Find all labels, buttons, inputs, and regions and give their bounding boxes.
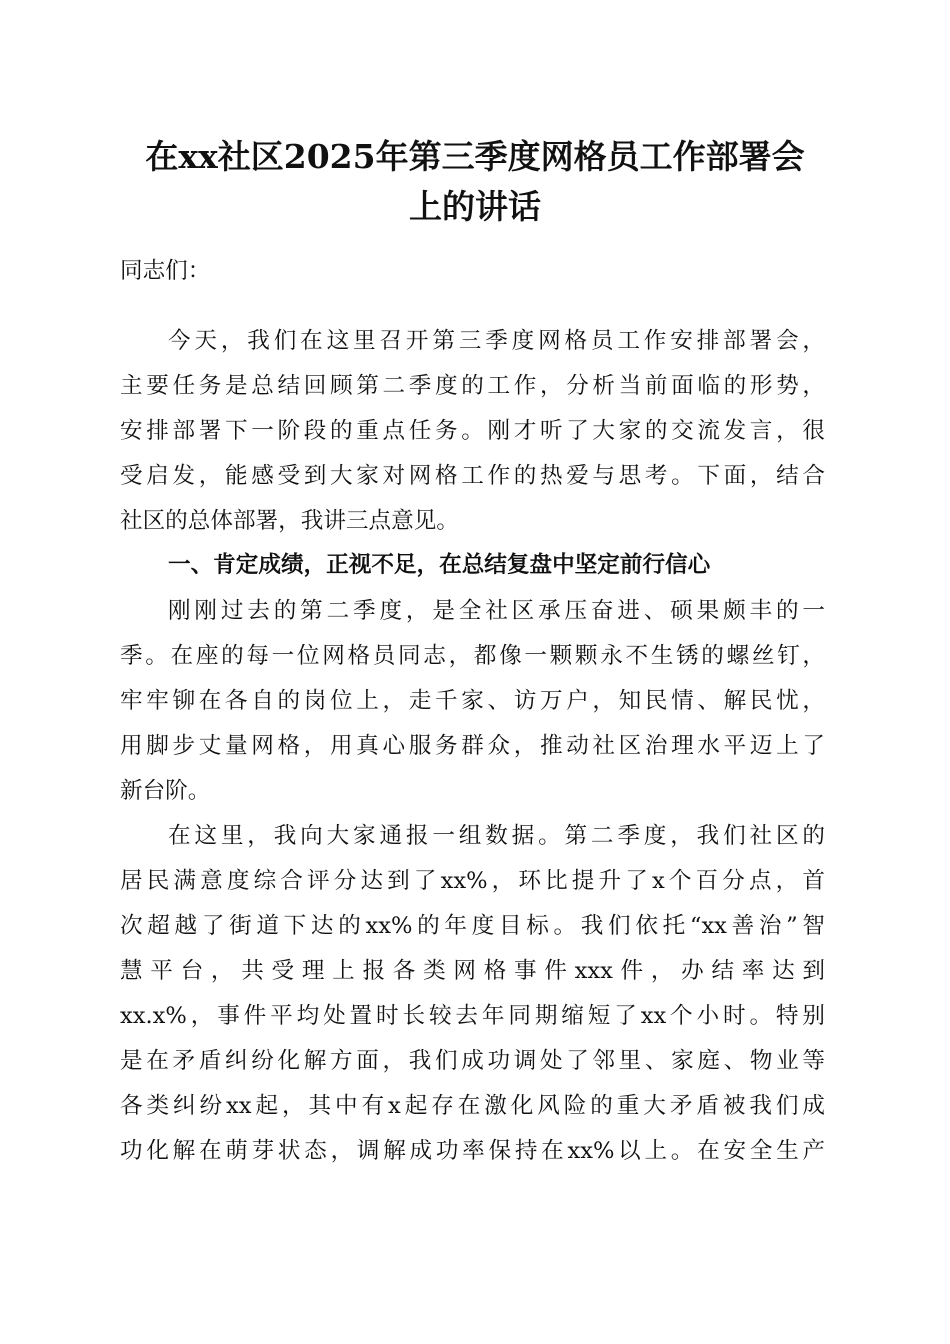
title-line-1: 在xx社区2025年第三季度网格员工作部署会 <box>145 137 805 176</box>
paragraph-line: 牢牢铆在各自的岗位上，走千家、访万户，知民情、解民忧， <box>120 688 825 714</box>
paragraph-line: 刚刚过去的第二季度，是全社区承压奋进、硕果颇丰的一 <box>168 598 825 624</box>
paragraph-line: 次超越了街道下达的xx%的年度目标。我们依托“xx善治”智 <box>120 913 825 939</box>
paragraph-line: 是在矛盾纠纷化解方面，我们成功调处了邻里、家庭、物业等 <box>120 1048 825 1074</box>
paragraph-line: 主要任务是总结回顾第二季度的工作，分析当前面临的形势， <box>120 373 825 399</box>
paragraph-line: 居民满意度综合评分达到了xx%，环比提升了x个百分点，首 <box>120 868 825 894</box>
paragraph-line: 用脚步丈量网格，用真心服务群众，推动社区治理水平迈上了 <box>120 733 825 759</box>
paragraph-line: xx.x%，事件平均处置时长较去年同期缩短了xx个小时。特别 <box>120 1003 825 1029</box>
title-line-2: 上的讲话 <box>409 187 541 226</box>
paragraph-line: 季。在座的每一位网格员同志，都像一颗颗永不生锈的螺丝钉， <box>120 643 825 669</box>
salutation: 同志们： <box>120 258 211 284</box>
section-heading: 一、肯定成绩，正视不足，在总结复盘中坚定前行信心 <box>168 552 711 578</box>
paragraph-line: 在这里，我向大家通报一组数据。第二季度，我们社区的 <box>168 823 825 849</box>
paragraph-line: 今天，我们在这里召开第三季度网格员工作安排部署会， <box>168 328 825 354</box>
paragraph-line: 各类纠纷xx起，其中有x起存在激化风险的重大矛盾被我们成 <box>120 1093 825 1119</box>
paragraph-line: 社区的总体部署，我讲三点意见。 <box>120 508 459 534</box>
paragraph-line: 功化解在萌芽状态，调解成功率保持在xx%以上。在安全生产 <box>120 1138 825 1164</box>
paragraph-line: 受启发，能感受到大家对网格工作的热爱与思考。下面，结合 <box>120 463 825 489</box>
paragraph-line: 慧平台，共受理上报各类网格事件xxx件，办结率达到 <box>120 958 825 984</box>
paragraph-line: 新台阶。 <box>120 778 211 804</box>
document-title <box>105 132 845 232</box>
paragraph-line: 安排部署下一阶段的重点任务。刚才听了大家的交流发言，很 <box>120 418 825 444</box>
